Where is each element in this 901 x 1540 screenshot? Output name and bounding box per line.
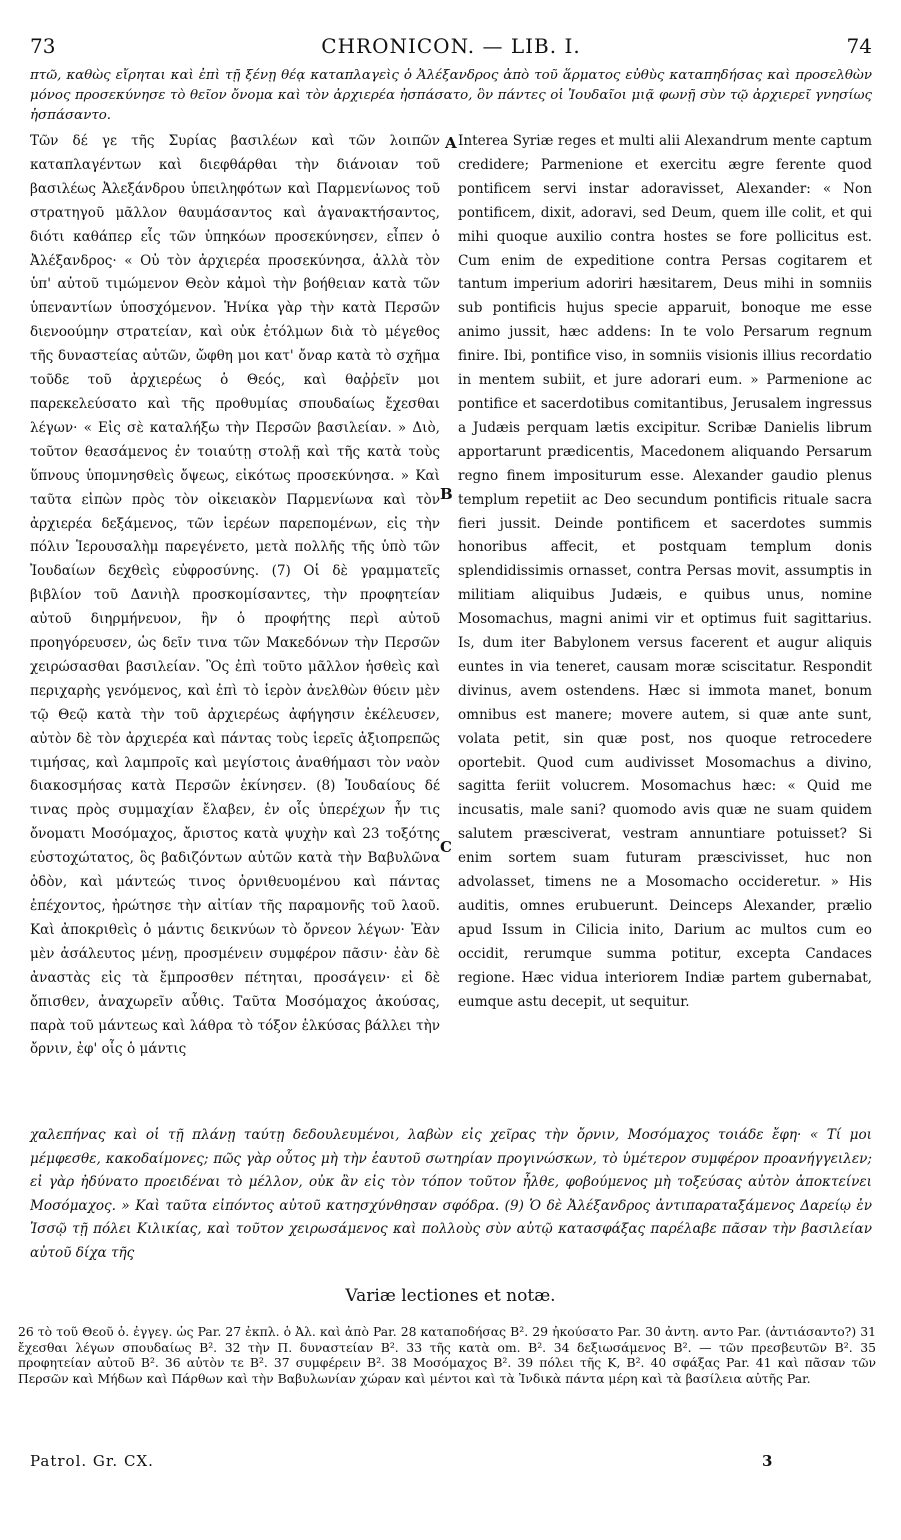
footer-signature-number: 3 bbox=[762, 1452, 773, 1470]
greek-column: Τῶν δέ γε τῆς Συρίας βασιλέων καὶ τῶν λοιπῶν καταπλαγέντων καὶ διεφθάρθαι τὴν διάνοιαν τοῦ βασιλέως Ἀλεξάνδρου ὑπειληφότων καὶ Παρμενίωνος τοῦ στρατηγοῦ μᾶλλον θαυμάσαντος καὶ ἀγανακτήσαντος, διότι καθάπερ εἷς τῶν ὑπηκόων προσεκύνησεν, εἶπεν ὁ Ἀλέξανδρος· « Οὐ τὸν ἀρχιερέα προσεκύνησα, ἀλλὰ τὸν ὑπ' αὐτοῦ τιμώμενον Θεὸν κἀμοὶ τὴν βοήθειαν κατὰ τῶν ὑπεναντίων ὑποσχόμενον. Ἡνίκα γὰρ τὴν κατὰ Περσῶν διενοούμην στρατείαν, καὶ οὐκ ἐτόλμων διὰ τὸ μέγεθος τῆς δυναστείας αὐτῶν, ὤφθη μοι κατ' ὄναρ κατὰ τὸ σχῆμα τοῦδε τοῦ ἀρχιερέως ὁ Θεός, καὶ θαῤῥεῖν μοι παρεκελεύσατο καὶ τῆς προθυμίας σπουδαίως ἔχεσθαι λέγων· « Εἰς σὲ καταλήξω τὴν Περσῶν βασιλείαν. » Διὸ, τοῦτον θεασάμενος ἐν τοιαύτῃ στολῇ καὶ τῆς κατὰ τοὺς ὕπνους ὑπομνησθεὶς ὄψεως, εἰκότως προσεκύνησα. » Καὶ ταῦτα εἰπὼν πρὸς τὸν οἰκειακὸν Παρμενίωνα καὶ τὸν ἀρχιερέα δεξάμενος, τῶν ἱερέων παρεπομένων, εἰς τὴν πόλιν Ἱερουσαλὴμ παρεγένετο, μετὰ πολλῆς τῆς ὑπὸ τῶν Ἰουδαίων δεχθεὶς εὐφροσύνης. (7) Οἱ δὲ γραμματεῖς βιβλίον τοῦ Δανιὴλ προσκομίσαντες, τὴν προφητείαν αὐτοῦ διηρμήνευον, ἣν ὁ προφήτης περὶ αὐτοῦ προηγόρευσεν, ὡς δεῖν τινα τῶν Μακεδόνων τὴν Περσῶν χειρώσασθαι βασιλείαν. Ὃς ἐπὶ τοῦτο μᾶλλον ἡσθεὶς καὶ περιχαρὴς γενόμενος, καὶ ἐπὶ τὸ ἱερὸν ἀνελθὼν θύειν μὲν τῷ Θεῷ κατὰ τὴν τοῦ ἀρχιερέως ἀφήγησιν ἐκέλευσεν, αὐτὸν δὲ τὸν ἀρχιερέα καὶ πάντας τοὺς ἱερεῖς ἀξιοπρεπῶς τιμήσας, καὶ λαμπροῖς καὶ μεγίστοις ἀναθήμασι τὸν ναὸν διακοσμήσας κατὰ Περσῶν ἐκίνησεν. (8) Ἰουδαίους δέ τινας πρὸς συμμαχίαν ἔλαβεν, ἐν οἷς ὑπερέχων ἦν τις ὄνοματι Μοσόμαχος, ἄριστος κατὰ ψυχὴν καὶ 23 τοξότης εὐστοχώτατος, ὃς βαδιζόντων αὐτῶν κατὰ τὴν Βαβυλῶνα ὁδὸν, καὶ μάντεώς τινος ὀρνιθευομένου καὶ πάντας ἐπέχοντος, ἠρώτησε τὴν αἰτίαν τῆς παραμονῆς τοῦ λαοῦ. Καὶ ἀποκριθεὶς ὁ μάντις δεικνύων τὸ ὄρνεον λέγων· Ἐὰν μὲν ἀσάλευτος μένῃ, προσμένειν συμφέρον πᾶσιν· ἐὰν δὲ ἀναστὰς εἰς τὰ ἔμπροσθεν πέτηται, προσάγειν· εἰ δὲ ὄπισθεν, ἀναχωρεῖν αὖθις. Ταῦτα Μοσόμαχος ἀκούσας, παρὰ τοῦ μάντεως καὶ λάθρα τὸ τόξον ἑλκύσας βάλλει τὴν ὄρνιν, ἐφ' οἷς ὁ μάντις bbox=[30, 133, 440, 1058]
latin-column: Interea Syriæ reges et multi alii Alexandrum mente captum credidere; Parmenione et exercitu ægre ferente quod pontificem servi instar adoravisset, Alexander: « Non pontificem, dixit, adoravi, sed Deum, quem ille colit, et qui mihi quoque auxilio contra hostes se fore pollicitus est. Cum enim de expeditione contra Persas cogitarem et tantum imperium adoriri hæsitarem, Deus mihi in somniis sub pontificis hujus specie apparuit, bonoque me esse animo jussit, hæc addens: In te volo Persarum regnum finire. Ibi, pontifice viso, in somniis visionis illius recordatio in mentem subiit, et jure adorari eum. » Parmenione ac pontifice et sacerdotibus comitantibus, Jerusalem ingressus a Judæis perquam lætis excipitur. Scribæ Danielis librum apportarunt prædicentis, Macedonem aliquando Persarum regno finem impositurum esse. Alexander gaudio plenus templum repetiit ac Deo secundum pontificis rituale sacra fieri jussit. Deinde pontificem et sacerdotes summis honoribus affecit, et postquam templum donis splendidissimis ornasset, contra Persas movit, assumptis in militiam aliquibus Judæis, e quibus unus, nomine Mosomachus, magni animi vir et optimus fuit sagittarius. Is, dum iter Babylonem versus facerent et augur aliquis euntes in via teneret, causam moræ sciscitatur. Respondit divinus, avem ostendens. Hæc si immota manet, bonum omnibus est manere; movere autem, si quæ ante sunt, volata petit, sin quæ post, nos quoque retrocedere oportebit. Quod cum audivisset Mosomachus a divino, sagitta feriit volucrem. Mosomachus hæc: « Quid me incusatis, male sani? quomodo avis quæ ne suam quidem salutem præsciverat, vestram annuntiare potuisset? Si enim sortem suam futuram præscivisset, huc non advolasset, timens ne a Mosomacho occideretur. » His auditis, omnes erubuerunt. Deinceps Alexander, prælio apud Issum in Cilicia inito, Darium ac multos cum eo occidit, rerumque summa potitur, excepta Candaces regione. Hæc vidua interiorem Indiæ partem gubernabat, eumque astu decepit, ut sequitur. bbox=[458, 133, 872, 1010]
footnotes: 26 τὸ τοῦ Θεοῦ ὁ. ἐγγεγ. ὡς Par. 27 ἐκπλ. ὁ Ἀλ. καὶ ἀπὸ Par. 28 καταποδήσας B². 29 ἠκούσατο Par. 30 ἀντη. αντο Par. (ἀντιάσαντο?) 31 ἔχεσθαι λέγων σπουδαίως B². 32 τὴν Π. δυναστείαν B². 33 τῆς κατὰ om. B². 34 δεξιωσάμενος B². — τῶν πρεσβευτῶν B². 35 προφητείαν αὐτοῦ B². 36 αὐτὸν τε B². 37 συμφέρειν B². 38 Μοσόμαχος B². 39 πόλει τῆς Κ, B². 40 σφάξας Par. 41 καὶ πᾶσαν τῶν Περσῶν καὶ Μήδων καὶ Πάρθων καὶ τὴν Βαβυλωνίαν χώραν καὶ μέντοι καὶ τὰ Ἰνδικὰ πάντα μέρη καὶ τὰ βασίλεια αὐτῆς Par. bbox=[18, 1324, 876, 1386]
section-marker-a: A bbox=[445, 134, 457, 152]
greek-full-width-paragraph: χαλεπήνας καὶ οἱ τῇ πλάνῃ ταύτῃ δεδουλευμένοι, λαβὼν εἰς χεῖρας τὴν ὄρνιν, Μοσόμαχος τοιάδε ἔφη· « Τί μοι μέμφεσθε, κακοδαίμονες; πῶς γὰρ οὗτος μὴ τὴν ἑαυτοῦ σωτηρίαν προγινώσκων, τὸ ὑμέτερον συμφέρον προανήγγειλεν; εἰ γὰρ ἠδύνατο προειδέναι τὸ μέλλον, οὐκ ἂν εἰς τὸν τόπον τοῦτον ἦλθε, φοβούμενος μὴ τοξεύσας αὐτὸν ἀποκτείνει Μοσόμαχος. » Καὶ ταῦτα εἰπόντος αὐτοῦ κατησχύνθησαν σφόδρα. (9) Ὁ δὲ Ἀλέξανδρος ἀντιπαραταξάμενος Δαρείῳ ἐν Ἰσσῷ τῇ πόλει Κιλικίας, καὶ τοῦτον χειρωσάμενος καὶ πολλοὺς σὺν αὐτῷ κατασφάξας παρέλαβε πᾶσαν τὴν βασιλείαν αὐτοῦ δίχα τῆς bbox=[30, 1127, 872, 1261]
running-title: CHRONICON. — LIB. I. bbox=[321, 34, 581, 58]
notes-heading: Variæ lectiones et notæ. bbox=[345, 1286, 556, 1306]
page-footer bbox=[30, 1452, 872, 1474]
page-header bbox=[30, 34, 872, 62]
section-marker-b: B bbox=[440, 485, 453, 503]
page-number-right: 74 bbox=[846, 34, 872, 58]
footer-series-title: Patrol. Gr. CX. bbox=[30, 1452, 154, 1470]
section-marker-c: C bbox=[440, 838, 452, 856]
page-number-left: 73 bbox=[30, 34, 56, 58]
intro-paragraph: πτῶ, καθὼς εἴρηται καὶ ἐπὶ τῇ ξένῃ θέᾳ καταπλαγεὶς ὁ Ἀλέξανδρος ἀπὸ τοῦ ἅρματος εὐθὺς καταπηδήσας καὶ προσελθὼν μόνος προσεκύνησε τὸ θεῖον ὄνομα καὶ τὸν ἀρχιερέα ἠσπάσατο, ὃν πάντες οἱ Ἰουδαῖοι μιᾷ φωνῇ σὺν τῷ ἀρχιερεῖ γνησίως ἠσπάσαντο. bbox=[30, 68, 872, 123]
